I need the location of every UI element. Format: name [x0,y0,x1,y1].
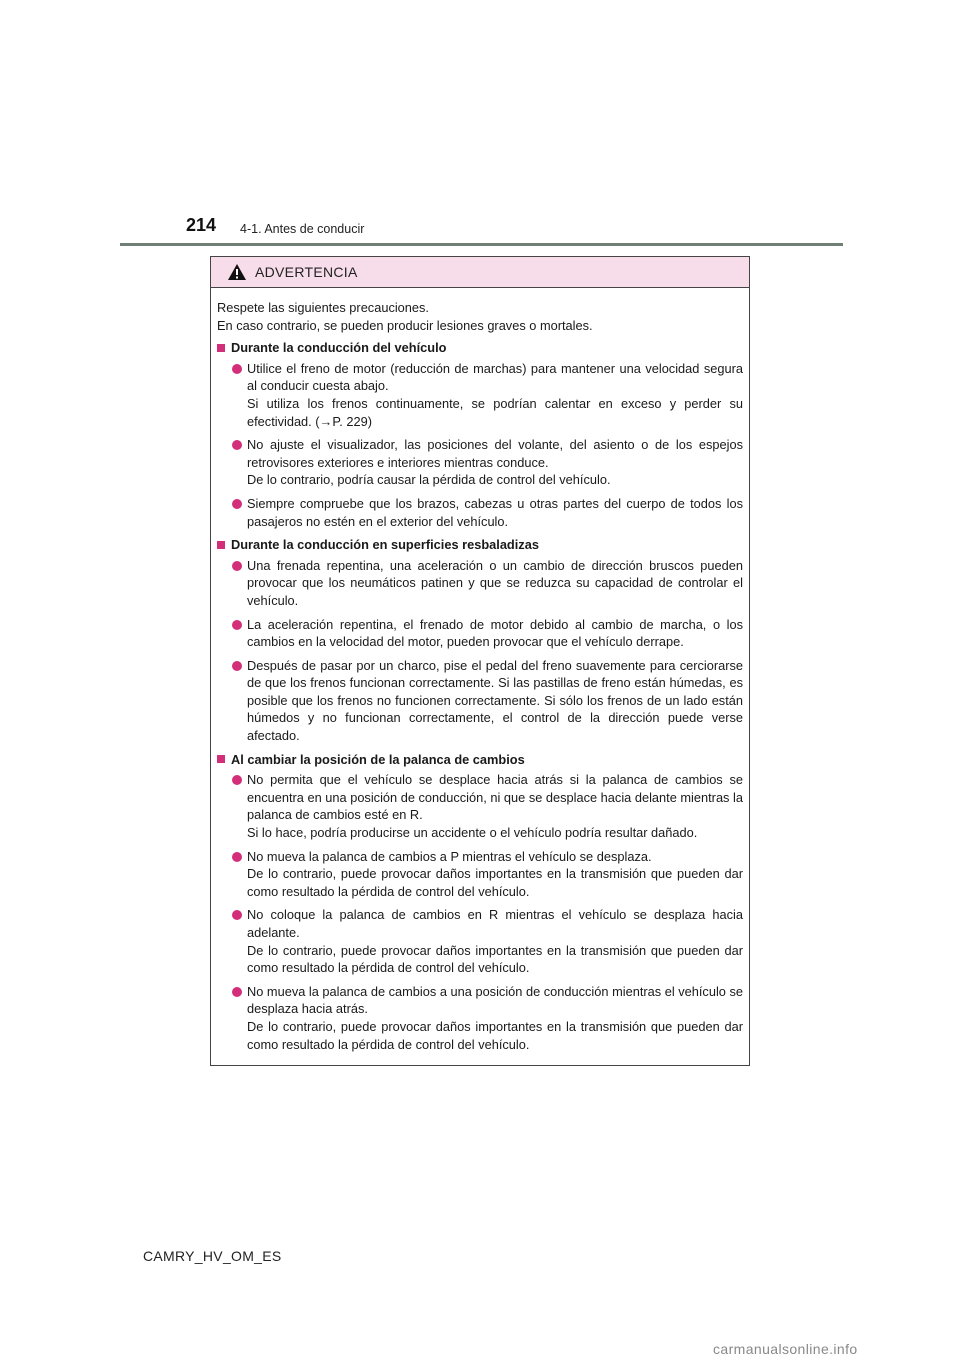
warning-section [217,339,743,530]
item-text: No ajuste el visualizador, las posiciones del volante, del asiento o de los espejos retrovisores exteriores e interiores mientras conduce. [247,437,743,470]
list-item [217,657,743,745]
warning-body [211,288,749,1053]
intro-line: En caso contrario, se pueden producir lesiones graves o mortales. [217,317,593,333]
circle-bullet-icon [232,440,242,450]
page-number: 214 [186,215,217,235]
list-item [217,616,743,651]
item-text: No coloque la palanca de cambios en R mientras el vehículo se desplaza hacia adelante. [247,907,743,940]
item-text: La aceleración repentina, el frenado de motor debido al cambio de marcha, o los cambios en la velocidad del motor, pueden provocar que el vehículo derrape. [247,616,743,650]
warning-triangle-icon [227,263,247,281]
circle-bullet-icon [232,499,242,509]
item-text: Utilice el freno de motor (reducción de marchas) para mantener una velocidad segura al conducir cuesta abajo. [247,360,743,394]
section-heading-text: Al cambiar la posición de la palanca de cambios [231,751,525,767]
item-text: No permita que el vehículo se desplace hacia atrás si la palanca de cambios se encuentra en una posición de conducción, ni que se desplace hacia delante mientras la palanca de cambios esté en R. [247,772,743,823]
item-text: De lo contrario, puede provocar daños importantes en la transmisión que pueden dar como resultado la pérdida de control del vehículo. [247,1018,743,1052]
list-item [217,360,743,430]
item-text: No mueva la palanca de cambios a P mientras el vehículo se desplaza. [247,848,652,864]
item-text: De lo contrario, puede provocar daños importantes en la transmisión que pueden dar como resultado la pérdida de control del vehículo. [247,942,743,976]
circle-bullet-icon [232,910,242,920]
section-title: 4-1. Antes de conducir [240,222,365,236]
section-heading-text: Durante la conducción del vehículo [231,340,447,356]
list-item [217,848,743,901]
circle-bullet-icon [232,987,242,997]
circle-bullet-icon [232,364,242,374]
section-heading-text: Durante la conducción en superficies resbaladizas [231,537,539,553]
section-heading [217,339,743,357]
list-item [217,771,743,841]
list-item [217,495,743,530]
item-text: De lo contrario, podría causar la pérdida de control del vehículo. [247,472,611,488]
item-text: De lo contrario, puede provocar daños importantes en la transmisión que pueden dar como resultado la pérdida de control del vehículo. [247,866,743,899]
bullet-list [217,557,743,745]
section-heading [217,536,743,554]
intro-line: Respete las siguientes precauciones. [217,300,429,315]
square-bullet-icon [217,755,225,763]
warning-box [210,256,750,1066]
item-text: Siempre compruebe que los brazos, cabezas u otras partes del cuerpo de todos los pasajeros no estén en el exterior del vehículo. [247,495,743,529]
item-text: Si utiliza los frenos continuamente, se podrían calentar en exceso y perder su efectividad. (→P. 229) [247,395,743,429]
watermark: carmanualsonline.info [713,1341,858,1357]
warning-section [217,536,743,745]
warning-sections [217,339,743,1053]
list-item [217,983,743,1053]
circle-bullet-icon [232,561,242,571]
square-bullet-icon [217,344,225,352]
warning-title: ADVERTENCIA [255,264,358,280]
circle-bullet-icon [232,775,242,785]
warning-intro [217,299,743,334]
list-item [217,436,743,489]
list-item [217,906,743,976]
item-text: Una frenada repentina, una aceleración o un cambio de dirección bruscos pueden provocar que los neumáticos patinen y que se reduzca su capacidad de controlar el vehículo. [247,557,743,608]
footer-code: CAMRY_HV_OM_ES [143,1248,282,1264]
section-heading [217,751,743,769]
list-item [217,557,743,610]
circle-bullet-icon [232,661,242,671]
warning-section [217,751,743,1054]
circle-bullet-icon [232,620,242,630]
item-text: Después de pasar por un charco, pise el pedal del freno suavemente para cerciorarse de que los frenos funcionan correctamente. Si las pastillas de freno están húmedas, es posible que los frenos no funcionen correctamente. Si sólo los frenos de un lado están húmedos y no funcionan correctamente, el control de la dirección puede verse afectado. [247,657,743,744]
warning-header [211,257,749,288]
circle-bullet-icon [232,852,242,862]
item-text: Si lo hace, podría producirse un accidente o el vehículo podría resultar dañado. [247,825,698,841]
header-rule [120,243,843,246]
item-text: No mueva la palanca de cambios a una posición de conducción mientras el vehículo se desplaza hacia atrás. [247,983,743,1017]
square-bullet-icon [217,541,225,549]
bullet-list [217,771,743,1053]
bullet-list [217,360,743,530]
